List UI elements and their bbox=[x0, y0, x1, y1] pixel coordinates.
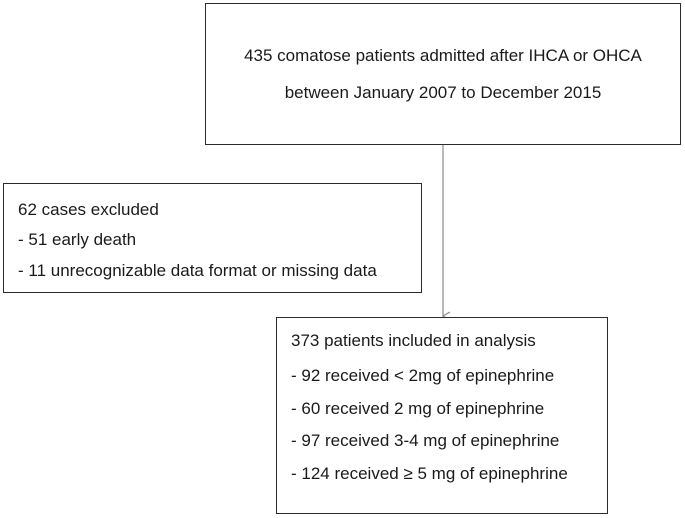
included-title: 373 patients included in analysis bbox=[291, 331, 536, 350]
included-item-3-4mg: - 97 received 3-4 mg of epinephrine bbox=[291, 431, 560, 450]
enrollment-line-2: between January 2007 to December 2015 bbox=[284, 83, 602, 102]
excluded-item-early-death: - 51 early death bbox=[18, 230, 137, 249]
included-item-5mg-plus: - 124 received ≥ 5 mg of epinephrine bbox=[291, 464, 568, 483]
enrollment-box bbox=[205, 3, 681, 145]
excluded-title: 62 cases excluded bbox=[18, 200, 159, 219]
included-item-under-2mg: - 92 received < 2mg of epinephrine bbox=[291, 366, 555, 385]
enrollment-line-1: 435 comatose patients admitted after IHCA or OHCA bbox=[244, 46, 642, 65]
excluded-box bbox=[3, 183, 422, 293]
included-item-2mg: - 60 received 2 mg of epinephrine bbox=[291, 399, 545, 418]
included-box bbox=[276, 317, 608, 514]
excluded-item-missing-data: - 11 unrecognizable data format or missing data bbox=[18, 261, 377, 280]
